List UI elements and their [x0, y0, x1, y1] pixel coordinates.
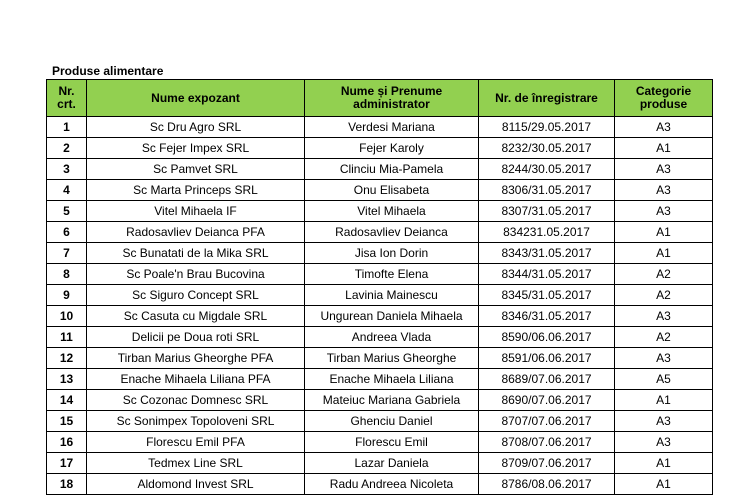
cell-inregistrare: 8590/06.06.2017	[479, 327, 615, 348]
cell-inregistrare: 8346/31.05.2017	[479, 306, 615, 327]
cell-inregistrare: 8115/29.05.2017	[479, 117, 615, 138]
table-row	[47, 159, 713, 180]
cell-expozant: Florescu Emil PFA	[87, 432, 305, 453]
header-administrator-line1: Nume și Prenume	[340, 84, 443, 98]
table-row	[47, 243, 713, 264]
cell-expozant: Aldomond Invest SRL	[87, 474, 305, 495]
cell-categorie: A3	[615, 411, 713, 432]
table-row	[47, 285, 713, 306]
cell-nr: 5	[47, 201, 87, 222]
exhibitors-table	[46, 79, 713, 495]
cell-inregistrare: 8232/30.05.2017	[479, 138, 615, 159]
cell-categorie: A3	[615, 159, 713, 180]
cell-categorie: A1	[615, 474, 713, 495]
header-inregistrare: Nr. de înregistrare	[479, 80, 615, 117]
cell-inregistrare: 8707/07.06.2017	[479, 411, 615, 432]
cell-categorie: A3	[615, 117, 713, 138]
header-expozant: Nume expozant	[87, 80, 305, 117]
table-row	[47, 201, 713, 222]
cell-inregistrare: 8307/31.05.2017	[479, 201, 615, 222]
cell-nr: 18	[47, 474, 87, 495]
cell-nr: 1	[47, 117, 87, 138]
table-body	[47, 117, 713, 495]
cell-categorie: A3	[615, 306, 713, 327]
cell-categorie: A5	[615, 369, 713, 390]
cell-nr: 17	[47, 453, 87, 474]
cell-administrator: Andreea Vlada	[305, 327, 479, 348]
cell-inregistrare: 8690/07.06.2017	[479, 390, 615, 411]
table-row	[47, 117, 713, 138]
cell-administrator: Lazar Daniela	[305, 453, 479, 474]
cell-categorie: A1	[615, 222, 713, 243]
cell-administrator: Verdesi Mariana	[305, 117, 479, 138]
cell-inregistrare: 8343/31.05.2017	[479, 243, 615, 264]
cell-inregistrare: 8709/07.06.2017	[479, 453, 615, 474]
header-nr	[47, 80, 87, 117]
cell-administrator: Jisa Ion Dorin	[305, 243, 479, 264]
cell-inregistrare: 8345/31.05.2017	[479, 285, 615, 306]
table-row	[47, 369, 713, 390]
cell-expozant: Delicii pe Doua roti SRL	[87, 327, 305, 348]
cell-nr: 12	[47, 348, 87, 369]
table-row	[47, 306, 713, 327]
cell-nr: 2	[47, 138, 87, 159]
cell-administrator: Lavinia Mainescu	[305, 285, 479, 306]
cell-expozant: Sc Pamvet SRL	[87, 159, 305, 180]
cell-expozant: Sc Sonimpex Topoloveni SRL	[87, 411, 305, 432]
table-row	[47, 474, 713, 495]
cell-categorie: A3	[615, 348, 713, 369]
cell-nr: 6	[47, 222, 87, 243]
header-administrator	[305, 80, 479, 117]
cell-expozant: Enache Mihaela Liliana PFA	[87, 369, 305, 390]
cell-categorie: A1	[615, 390, 713, 411]
table-row	[47, 138, 713, 159]
cell-administrator: Ungurean Daniela Mihaela	[305, 306, 479, 327]
table-row	[47, 327, 713, 348]
table-row	[47, 411, 713, 432]
table-header-row	[47, 80, 713, 117]
cell-nr: 3	[47, 159, 87, 180]
cell-administrator: Vitel Mihaela	[305, 201, 479, 222]
cell-administrator: Ghenciu Daniel	[305, 411, 479, 432]
table-row	[47, 453, 713, 474]
cell-nr: 4	[47, 180, 87, 201]
cell-expozant: Sc Cozonac Domnesc SRL	[87, 390, 305, 411]
cell-nr: 15	[47, 411, 87, 432]
table-row	[47, 432, 713, 453]
cell-expozant: Tirban Marius Gheorghe PFA	[87, 348, 305, 369]
cell-categorie: A2	[615, 327, 713, 348]
cell-administrator: Radu Andreea Nicoleta	[305, 474, 479, 495]
header-categorie-line2: produse	[639, 97, 688, 111]
cell-inregistrare: 8786/08.06.2017	[479, 474, 615, 495]
cell-nr: 8	[47, 264, 87, 285]
header-categorie-line1: Categorie	[635, 84, 692, 98]
cell-categorie: A3	[615, 201, 713, 222]
header-categorie	[615, 80, 713, 117]
cell-inregistrare: 8689/07.06.2017	[479, 369, 615, 390]
cell-expozant: Sc Fejer Impex SRL	[87, 138, 305, 159]
cell-administrator: Fejer Karoly	[305, 138, 479, 159]
cell-nr: 10	[47, 306, 87, 327]
cell-expozant: Sc Poale'n Brau Bucovina	[87, 264, 305, 285]
cell-administrator: Onu Elisabeta	[305, 180, 479, 201]
cell-categorie: A2	[615, 264, 713, 285]
cell-categorie: A2	[615, 285, 713, 306]
header-administrator-line2: administrator	[353, 97, 430, 111]
cell-expozant: Radosavliev Deianca PFA	[87, 222, 305, 243]
cell-expozant: Sc Dru Agro SRL	[87, 117, 305, 138]
table-row	[47, 180, 713, 201]
cell-nr: 7	[47, 243, 87, 264]
cell-nr: 14	[47, 390, 87, 411]
header-nr-line2: crt.	[57, 97, 76, 111]
cell-inregistrare: 8344/31.05.2017	[479, 264, 615, 285]
cell-inregistrare: 8591/06.06.2017	[479, 348, 615, 369]
cell-administrator: Florescu Emil	[305, 432, 479, 453]
cell-expozant: Sc Marta Princeps SRL	[87, 180, 305, 201]
cell-administrator: Clinciu Mia-Pamela	[305, 159, 479, 180]
cell-expozant: Vitel Mihaela IF	[87, 201, 305, 222]
cell-nr: 11	[47, 327, 87, 348]
table-row	[47, 348, 713, 369]
cell-inregistrare: 8244/30.05.2017	[479, 159, 615, 180]
table-row	[47, 390, 713, 411]
header-nr-line1: Nr.	[58, 84, 75, 98]
cell-nr: 9	[47, 285, 87, 306]
cell-expozant: Sc Siguro Concept SRL	[87, 285, 305, 306]
cell-expozant: Sc Casuta cu Migdale SRL	[87, 306, 305, 327]
cell-nr: 13	[47, 369, 87, 390]
table-row	[47, 264, 713, 285]
cell-inregistrare: 8306/31.05.2017	[479, 180, 615, 201]
cell-administrator: Timofte Elena	[305, 264, 479, 285]
cell-inregistrare: 8708/07.06.2017	[479, 432, 615, 453]
section-title: Produse alimentare	[52, 64, 164, 78]
cell-categorie: A1	[615, 243, 713, 264]
cell-administrator: Enache Mihaela Liliana	[305, 369, 479, 390]
cell-categorie: A1	[615, 138, 713, 159]
cell-administrator: Radosavliev Deianca	[305, 222, 479, 243]
cell-expozant: Tedmex Line SRL	[87, 453, 305, 474]
cell-inregistrare: 834231.05.2017	[479, 222, 615, 243]
cell-categorie: A3	[615, 180, 713, 201]
cell-administrator: Tirban Marius Gheorghe	[305, 348, 479, 369]
cell-nr: 16	[47, 432, 87, 453]
cell-categorie: A3	[615, 432, 713, 453]
cell-administrator: Mateiuc Mariana Gabriela	[305, 390, 479, 411]
table-row	[47, 222, 713, 243]
cell-categorie: A1	[615, 453, 713, 474]
cell-expozant: Sc Bunatati de la Mika SRL	[87, 243, 305, 264]
